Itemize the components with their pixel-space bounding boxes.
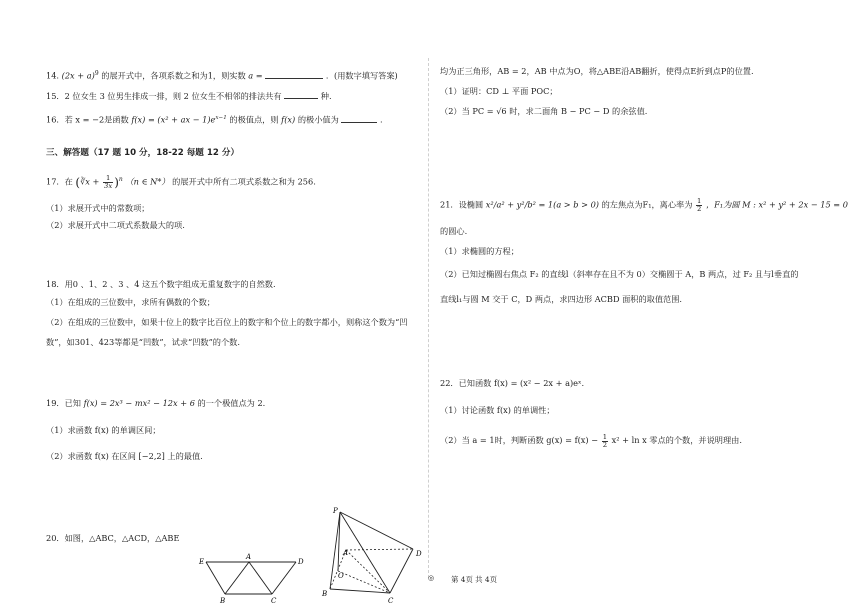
label-A: A	[246, 553, 252, 561]
question-20: 20．如图，△ABC，△ACD，△ABE	[46, 533, 180, 543]
question-20-part-2: （2）当 PC = √6 时，求二面角 B − PC − D 的余弦值.	[440, 106, 648, 116]
label-B: B	[322, 590, 328, 598]
question-21-line-2: 的圆心.	[440, 226, 468, 236]
answer-hint: ．(用数字填写答案)	[325, 70, 398, 81]
variable-label: a =	[248, 70, 263, 81]
question-15	[46, 90, 332, 102]
question-text: 的展开式中，各项系数之和为1，则实数	[101, 70, 246, 81]
question-21-part-1: （1）求椭圆的方程；	[440, 246, 519, 256]
edge-CD	[272, 562, 296, 594]
exponent: x−1	[215, 115, 227, 121]
question-21	[440, 198, 848, 213]
plus-sign: +	[92, 176, 100, 187]
question-22-part-1: （1）讨论函数 f(x) 的单调性；	[440, 405, 555, 415]
question-19-part-2: （2）求函数 f(x) 在区间 [−2,2] 上的最值.	[46, 451, 203, 461]
question-number: 14.	[46, 70, 60, 81]
edge-AC	[249, 562, 272, 594]
question-14	[46, 68, 398, 82]
fraction-numerator: 1	[602, 432, 608, 441]
label-A: A	[343, 549, 349, 557]
question-17-part-1: （1）求展开式中的常数项；	[46, 203, 150, 213]
question-text: x² + ln x 零点的个数，并说明理由.	[611, 435, 742, 445]
question-22-part-2	[440, 432, 742, 449]
label-P: P	[333, 507, 338, 515]
ellipse-equation: x²/a² + y²/b² = 1(a > b > 0)	[485, 199, 599, 210]
edge-BC	[330, 589, 390, 593]
question-18-part-2-line-2: 数”，如301、423等都是“凹数”，试求“凹数”的个数.	[46, 337, 240, 347]
condition: （n ∈ N*）	[125, 176, 170, 187]
label-O: O	[338, 572, 344, 580]
label-D: D	[416, 550, 422, 558]
question-text: 19．已知	[46, 398, 81, 408]
question-tail: 种.	[320, 91, 332, 101]
right-paren: )	[114, 175, 119, 190]
question-text: 的极值点，则	[229, 114, 279, 125]
question-text: 21．设椭圆	[440, 199, 484, 210]
left-paren: (	[75, 175, 81, 190]
question-19	[46, 398, 265, 409]
cube-root: ∛x	[80, 176, 90, 187]
section-heading: 三、解答题（17 题 10 分，18-22 每题 12 分）	[46, 148, 240, 158]
question-20-part-1: （1）证明：CD ⊥ 平面 POC；	[440, 86, 558, 96]
question-17-part-2: （2）求展开式中二项式系数最大的项.	[46, 220, 185, 230]
question-text: 15．2 位女生 3 位男生排成一排，则 2 位女生不相邻的排法共有	[46, 91, 282, 101]
fraction-denominator: 2	[602, 440, 608, 449]
binomial-expression: (2x + a)	[61, 70, 95, 81]
figure-triangles	[196, 550, 308, 606]
edge-AB	[225, 562, 249, 594]
question-21-part-2-line-2: 直线l₁与圆 M 交于 C，D 两点，求四边形 ACBD 面积的取值范围.	[440, 294, 683, 304]
edge-AD	[346, 549, 413, 550]
answer-blank[interactable]	[284, 90, 318, 99]
question-text: ，F₁为圆 M : x² + y² + 2x − 15 = 0	[705, 199, 848, 210]
question-text: 的展开式中所有二项式系数之和为 256.	[172, 176, 316, 187]
question-18-part-1: （1）在组成的三位数中，求所有偶数的个数；	[46, 297, 215, 307]
left-column	[0, 0, 428, 607]
question-text: 16．若 x = −2是函数	[46, 114, 129, 125]
fraction-numerator: 1	[103, 175, 113, 183]
label-E: E	[199, 558, 205, 566]
function-expression: f(x) = 2x³ − mx² − 12x + 6	[83, 398, 195, 408]
column-divider	[428, 58, 429, 578]
fraction	[602, 434, 608, 449]
question-text: 的极小值为	[297, 114, 339, 125]
question-text: 17．在	[46, 176, 73, 187]
exponent: n	[118, 176, 123, 183]
page-footer: 第 4页 共 4页	[451, 575, 498, 584]
fraction-denominator: 2	[697, 205, 702, 213]
label-D: D	[298, 558, 304, 566]
edge-EB	[206, 562, 225, 594]
question-text: 的一个极值点为 2.	[197, 398, 266, 408]
question-20-continued: 均为正三角形，AB = 2，AB 中点为O，将△ABE沿AB翻折，使得点E折到点P的位置.	[440, 66, 754, 76]
question-17	[46, 172, 316, 191]
answer-blank[interactable]	[265, 70, 323, 79]
label-C: C	[388, 597, 394, 605]
question-text: （2）当 a = 1时，判断函数 g(x) = f(x) −	[440, 435, 599, 445]
question-19-part-1: （1）求函数 f(x) 的单调区间；	[46, 425, 161, 435]
eccentricity-fraction	[696, 198, 702, 213]
figure-pyramid	[318, 505, 428, 607]
fraction-numerator: 1	[697, 197, 702, 205]
fraction-denominator: 3x	[104, 182, 113, 191]
question-22: 22．已知函数 f(x) = (x² − 2x + a)eˣ.	[440, 378, 585, 388]
question-21-part-2-line-1: （2）已知过椭圆右焦点 F₂ 的直线l（斜率存在且不为 0）交椭圆于 A，B 两点，过 F₂ 且与l垂直的	[440, 269, 799, 279]
right-column	[430, 0, 860, 607]
label-B: B	[220, 597, 226, 605]
question-text: 的左焦点为F₁，离心率为	[601, 199, 693, 210]
function-expression: f(x) = (x² + ax − 1)e	[131, 114, 216, 125]
edge-AC	[346, 550, 390, 593]
question-18-part-2-line-1: （2）在组成的三位数中，如果十位上的数字比百位上的数字和个位上的数字都小，则称这个数为“凹	[46, 317, 408, 327]
question-16: 16．若 x = −2是函数 f(x) = (x² + ax − $1)e^{x-1}$ 的极值点，则 f(x) 的极小值为 .	[46, 114, 383, 125]
function-name: f(x)	[281, 114, 296, 125]
label-C: C	[271, 597, 277, 605]
exponent: 9	[94, 70, 99, 77]
edge-CD	[390, 549, 413, 593]
question-18: 18．用0 、1、2 、3 、4 这五个数字组成无重复数字的自然数.	[46, 279, 276, 289]
binding-hole-icon: ◎	[428, 574, 435, 582]
answer-blank[interactable]	[341, 114, 377, 123]
fraction	[103, 175, 113, 190]
